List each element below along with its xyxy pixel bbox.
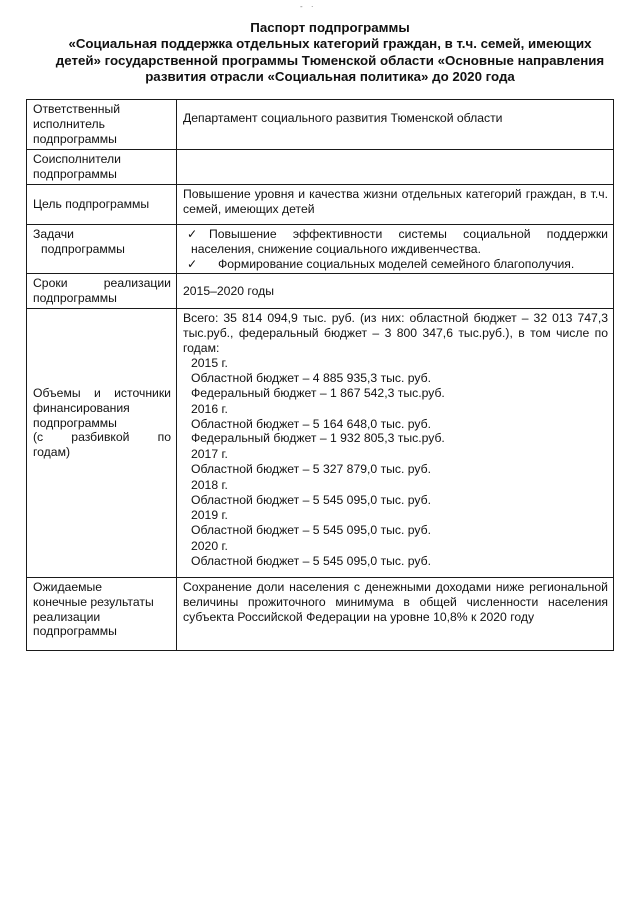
row-coexecutors — [27, 150, 614, 185]
title-line-3: детей» государственной программы Тюменской области «Основные направления — [55, 52, 605, 68]
row-funding — [27, 308, 614, 577]
title-line-4: развития отрасли «Социальная политика» до 2020 года — [145, 69, 515, 85]
value-results: Сохранение доли населения с денежными доходами ниже региональной величины прожиточного минимума в общей численности населения субъекта Российской Федерации на уровне 10,8% к 2020 году — [177, 577, 614, 650]
label-goal: Цель подпрограммы — [27, 185, 177, 225]
value-tasks — [177, 225, 614, 274]
label-funding: Объемы и источники финансирования подпрограммы (с разбивкой по годам) — [27, 308, 177, 577]
funding-total: Всего: 35 814 094,9 тыс. руб. (из них: областной бюджет – 32 013 747,3 тыс.руб., федеральный бюджет – 3 800 347,6 тыс.руб.), в том числе по годам: — [183, 310, 608, 355]
label-terms: Сроки реализации подпрограммы — [27, 274, 177, 309]
passport-table — [26, 99, 614, 651]
task-item-1-cont: населения, снижение социального иждивенчества. — [191, 241, 481, 256]
label-results: Ожидаемые конечные результаты реализации подпрограммы — [27, 577, 177, 650]
task-item-1: ✓ Повышение эффективности системы социальной поддержки — [183, 227, 608, 242]
row-responsible — [27, 100, 614, 150]
label-tasks: Задачи подпрограммы — [27, 225, 177, 274]
funding-year-2016: 2016 г. Областной бюджет – 5 164 648,0 тыс. руб. Федеральный бюджет – 1 932 805,3 тыс.руб. — [191, 401, 445, 446]
value-funding — [177, 308, 614, 577]
value-responsible: Департамент социального развития Тюменской области — [177, 100, 614, 150]
title-line-1: Паспорт подпрограммы — [250, 20, 410, 35]
funding-year-2020: 2020 г. Областной бюджет – 5 545 095,0 тыс. руб. — [191, 538, 432, 568]
document-title — [40, 20, 620, 86]
row-results — [27, 577, 614, 650]
task-item-2: ✓ Формирование социальных моделей семейного благополучия. — [183, 257, 608, 272]
funding-year-2019: 2019 г. Областной бюджет – 5 545 095,0 тыс. руб. — [191, 508, 432, 538]
funding-year-2017: 2017 г. Областной бюджет – 5 327 879,0 тыс. руб. — [191, 447, 432, 476]
scan-mark: - · — [300, 2, 317, 11]
funding-year-2015: 2015 г. Областной бюджет – 4 885 935,3 тыс. руб. Федеральный бюджет – 1 867 542,3 тыс.руб. — [191, 356, 445, 400]
row-tasks — [27, 225, 614, 274]
value-goal: Повышение уровня и качества жизни отдельных категорий граждан, в т.ч. семей, имеющих детей — [177, 185, 614, 225]
value-coexecutors — [177, 150, 614, 185]
check-icon: ✓ — [187, 227, 198, 241]
label-coexecutors: Соисполнители подпрограммы — [27, 150, 177, 185]
title-line-2: «Социальная поддержка отдельных категорий граждан, в т.ч. семей, имеющих — [68, 36, 592, 52]
label-responsible: Ответственный исполнитель подпрограммы — [27, 100, 177, 150]
row-terms — [27, 274, 614, 309]
row-goal — [27, 185, 614, 225]
value-terms: 2015–2020 годы — [177, 274, 614, 309]
check-icon: ✓ — [187, 256, 198, 271]
funding-year-2018: 2018 г. Областной бюджет – 5 545 095,0 тыс. руб. — [191, 477, 432, 507]
